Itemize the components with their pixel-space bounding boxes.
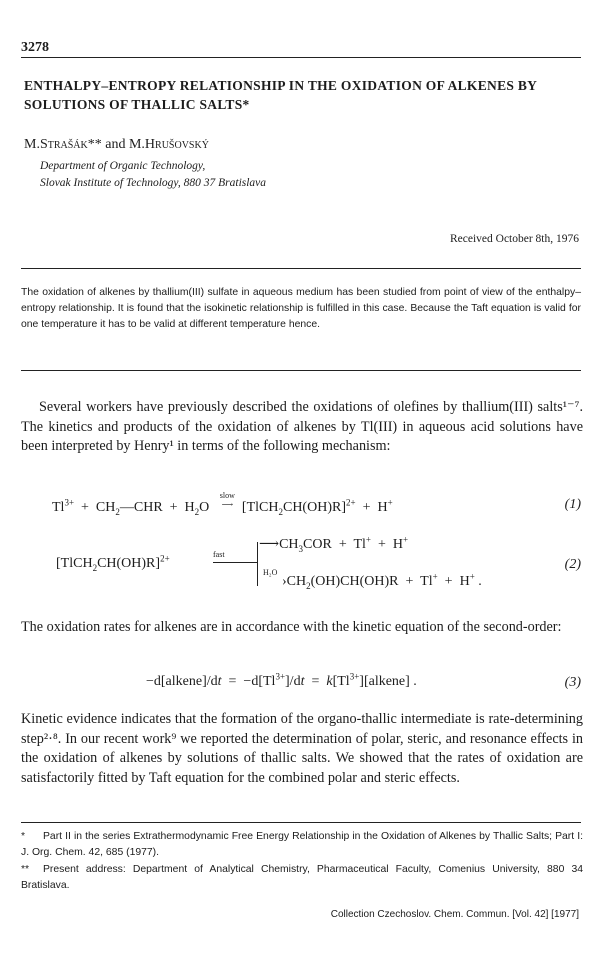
arrow-slow-label: slow bbox=[219, 491, 235, 500]
journal-footer: Collection Czechoslov. Chem. Commun. [Vol. 42] [1977] bbox=[330, 909, 579, 920]
affiliation-line-1: Department of Organic Technology, bbox=[40, 160, 206, 172]
arrow-h2o-label: H₂O bbox=[263, 568, 278, 577]
author-first: M.Strašák** bbox=[24, 137, 102, 152]
equation-1: $Tl^{3+}$ + $CH_2—CHR + H_2O$ slow ⟶ [TlCH$_2$CH(OH)R]$^{2+}$ + H+ bbox=[52, 491, 393, 517]
arrow-fast-label: fast bbox=[213, 550, 225, 559]
abstract-rule-top bbox=[21, 268, 581, 269]
received-date: Received October 8th, 1976 bbox=[449, 233, 579, 245]
header-rule bbox=[21, 57, 581, 58]
affiliation bbox=[40, 158, 266, 192]
author-second: M.Hrušovský bbox=[128, 137, 209, 152]
body-paragraph-1: Several workers have previously described the oxidations of olefines by thallium(III) salts¹⁻⁷. The kinetics and products of the oxidation of alkenes by Tl(III) in aqueous acid solutions have been interpreted by Henry¹ in terms of the following mechanism: bbox=[21, 399, 583, 454]
arrow-slow: slow ⟶ bbox=[219, 491, 235, 509]
page-number: 3278 bbox=[21, 40, 49, 55]
author-joiner: and bbox=[101, 137, 129, 152]
abstract-rule-bottom bbox=[21, 370, 581, 371]
body-paragraph-2: The oxidation rates for alkenes are in accordance with the kinetic equation of the second-order: bbox=[21, 619, 562, 635]
footnote-1-mark: * bbox=[21, 831, 26, 842]
footnote-rule bbox=[21, 822, 581, 823]
arrow-fast-line bbox=[213, 562, 257, 563]
equation-1-number: (1) bbox=[564, 497, 581, 512]
footnote-2-text: Present address: Department of Analytical Chemistry, Pharmaceutical Faculty, Comenius University, 880 34 Bratislava. bbox=[21, 864, 583, 891]
abstract: The oxidation of alkenes by thallium(III) sulfate in aqueous medium has been studied from point of view of the enthalpy–entropy relationship. It is found that the isokinetic relationship is fulfilled in this case. Because the Taft equation is valid for one temperature it has to be valid at different temperature hence. bbox=[21, 287, 581, 330]
authors bbox=[24, 137, 209, 153]
footnote-1-text: Part II in the series Extrathermodynamic Free Energy Relationship in the Oxidation of Alkenes by Thallic Salts; Part I: J. Org. Chem. 42, 685 (1977). bbox=[21, 831, 583, 858]
footnote-2-mark: ** bbox=[21, 864, 30, 875]
footnote-2 bbox=[21, 862, 583, 894]
body-paragraph-3: Kinetic evidence indicates that the formation of the organo-thallic intermediate is rate-determining step²·⁸. In our recent work⁹ we reported the determination of polar, steric, and resonance effects in the oxidation of alkenes by solutions of thallic salts. We showed that the rates of oxidation are satisfactorily fitted by Taft equation for the combined polar and steric effects. bbox=[21, 711, 583, 786]
equation-2-number: (2) bbox=[564, 557, 581, 572]
article-title: ENTHALPY–ENTROPY RELATIONSHIP IN THE OXIDATION OF ALKENES BY SOLUTIONS OF THALLIC SALTS* bbox=[24, 78, 537, 112]
branch-line bbox=[257, 542, 258, 586]
affiliation-line-2: Slovak Institute of Technology, 880 37 Bratislava bbox=[40, 177, 267, 189]
equation-3-number: (3) bbox=[564, 675, 581, 690]
equation-3: −d[alkene]/dt = $-d[Tl^{3+}]/dt$ = $k[Tl^{3+}][alkene]$ . bbox=[146, 671, 417, 689]
footnote-1 bbox=[21, 829, 583, 861]
